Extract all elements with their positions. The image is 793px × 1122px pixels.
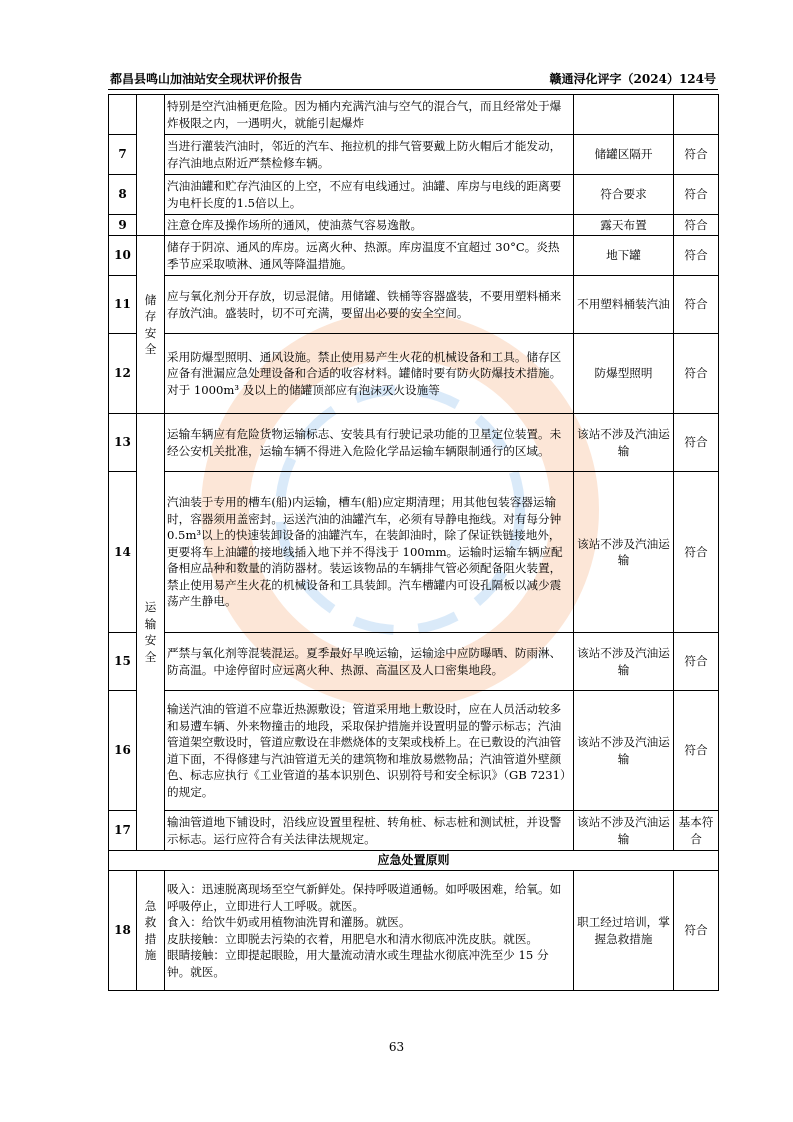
row-number: 11 [109,276,137,334]
row-number: 14 [109,472,137,633]
row-number: 17 [109,811,137,851]
row-status: 该站不涉及汽油运输 [574,633,674,691]
table-row [109,175,719,215]
row-result [674,95,719,135]
row-number: 13 [109,414,137,472]
row-content: 输油管道地下铺设时，沿线应设置里程桩、转角桩、标志桩和测试桩，并设警示标志。运行应符合有关法律法规规定。 [165,811,574,851]
page-number: 63 [388,1040,405,1054]
row-status: 防爆型照明 [574,334,674,414]
row-result: 符合 [674,871,719,991]
row-content [165,871,574,991]
table-row [109,811,719,851]
first-aid-ingestion: 食入：给饮牛奶或用植物油洗胃和灌肠。就医。 [167,915,411,929]
first-aid-inhalation: 吸入：迅速脱离现场至空气新鲜处。保持呼吸道通畅。如呼吸困难，给氧。如呼吸停止，立即进行人工呼吸。就医。 [167,882,562,913]
table-row [109,95,719,135]
row-content: 当进行灌装汽油时，邻近的汽车、拖拉机的排气管要戴上防火帽后才能发动，存汽油地点附近严禁检修车辆。 [165,135,574,175]
row-number: 10 [109,236,137,276]
page-header [108,69,718,90]
row-result: 符合 [674,414,719,472]
row-number: 9 [109,215,137,236]
table-row [109,691,719,811]
row-status: 符合要求 [574,175,674,215]
row-result: 符合 [674,334,719,414]
row-status: 储罐区隔开 [574,135,674,175]
row-content: 注意仓库及操作场所的通风，使油蒸气容易逸散。 [165,215,574,236]
report-number: 赣通浔化评字（2024）124号 [549,72,716,86]
row-number: 7 [109,135,137,175]
row-status: 该站不涉及汽油运输 [574,414,674,472]
table-row [109,472,719,633]
row-result: 符合 [674,175,719,215]
row-content: 运输车辆应有危险货物运输标志、安装具有行驶记录功能的卫星定位装置。未经公安机关批准，运输车辆不得进入危险化学品运输车辆限制通行的区域。 [165,414,574,472]
row-number: 16 [109,691,137,811]
category-transport-safety: 运输安全 [137,414,165,851]
section-title: 应急处置原则 [109,851,719,871]
row-content: 汽油油罐和贮存汽油区的上空，不应有电线通过。油罐、库房与电线的距离要为电杆长度的1.5倍以上。 [165,175,574,215]
row-status: 地下罐 [574,236,674,276]
table-row [109,135,719,175]
evaluation-table [108,94,719,991]
row-status: 露天布置 [574,215,674,236]
row-result: 符合 [674,135,719,175]
row-number: 18 [109,871,137,991]
row-number: 15 [109,633,137,691]
table-row [109,414,719,472]
table-row [109,215,719,236]
row-number: 8 [109,175,137,215]
row-content: 严禁与氧化剂等混装混运。夏季最好早晚运输，运输途中应防曝晒、防雨淋、防高温。中途停留时应远离火种、热源、高温区及人口密集地段。 [165,633,574,691]
table-row [109,334,719,414]
row-result: 符合 [674,691,719,811]
first-aid-eye-contact: 眼睛接触：立即提起眼睑，用大量流动清水或生理盐水彻底冲洗至少 15 分钟。就医。 [167,948,549,979]
row-result: 符合 [674,276,719,334]
row-number [109,95,137,135]
row-content: 应与氧化剂分开存放，切忌混储。用储罐、铁桶等容器盛装，不要用塑料桶来存放汽油。盛装时，切不可充满，要留出必要的安全空间。 [165,276,574,334]
row-status: 该站不涉及汽油运输 [574,472,674,633]
section-header-row [109,851,719,871]
row-status: 该站不涉及汽油运输 [574,691,674,811]
row-result: 符合 [674,236,719,276]
row-result: 符合 [674,633,719,691]
row-result: 基本符合 [674,811,719,851]
row-content: 输送汽油的管道不应靠近热源敷设；管道采用地上敷设时，应在人员活动较多和易遭车辆、外来物撞击的地段，采取保护措施并设置明显的警示标志；汽油管道架空敷设时，管道应敷设在非燃烧体的支架或栈桥上。在已敷设的汽油管道下面，不得修建与汽油管道无关的建筑物和堆放易燃物品；汽油管道外壁颜色、标志应执行《工业管道的基本识别色、识别符号和安全标识》（GB 7231）的规定。 [165,691,574,811]
table-row [109,236,719,276]
row-status: 不用塑料桶装汽油 [574,276,674,334]
row-content: 采用防爆型照明、通风设施。禁止使用易产生火花的机械设备和工具。储存区应备有泄漏应急处理设备和合适的收容材料。罐储时要有防火防爆技术措施。对于 1000m³ 及以上的储罐顶部应有泡沫灭火设施等 [165,334,574,414]
row-status: 该站不涉及汽油运输 [574,811,674,851]
category-emergency-measures: 急救措施 [137,871,165,991]
row-number: 12 [109,334,137,414]
row-result: 符合 [674,215,719,236]
row-content: 特别是空汽油桶更危险。因为桶内充满汽油与空气的混合气，而且经常处于爆炸极限之内，一遇明火，就能引起爆炸 [165,95,574,135]
category-cell [137,95,165,236]
row-status [574,95,674,135]
row-result: 符合 [674,472,719,633]
table-row [109,276,719,334]
report-title: 都昌县鸣山加油站安全现状评价报告 [110,72,303,86]
row-status: 职工经过培训，掌握急救措施 [574,871,674,991]
table-row [109,871,719,991]
row-content: 储存于阴凉、通风的库房。远离火种、热源。库房温度不宜超过 30°C。炎热季节应采取喷淋、通风等降温措施。 [165,236,574,276]
category-storage-safety: 储存安全 [137,236,165,414]
first-aid-skin-contact: 皮肤接触：立即脱去污染的衣着，用肥皂水和清水彻底冲洗皮肤。就医。 [167,931,539,946]
row-content: 汽油装于专用的槽车(船)内运输，槽车(船)应定期清理；用其他包装容器运输时，容器须用盖密封。运送汽油的油罐汽车，必须有导静电拖线。对有每分钟 0.5m³以上的快速装卸设备的油罐汽车，在装卸油时，除了保证铁链接地外，更要将车上油罐的接地线插入地下并不得浅于 100mm。运输时运输车辆应配备相应品种和数量的消防器材。装运该物品的车辆排气管必须配备阻火装置，禁止使用易产生火花的机械设备和工具装卸。汽车槽罐内可设孔隔板以减少震荡产生静电。 [165,472,574,633]
table-row [109,633,719,691]
